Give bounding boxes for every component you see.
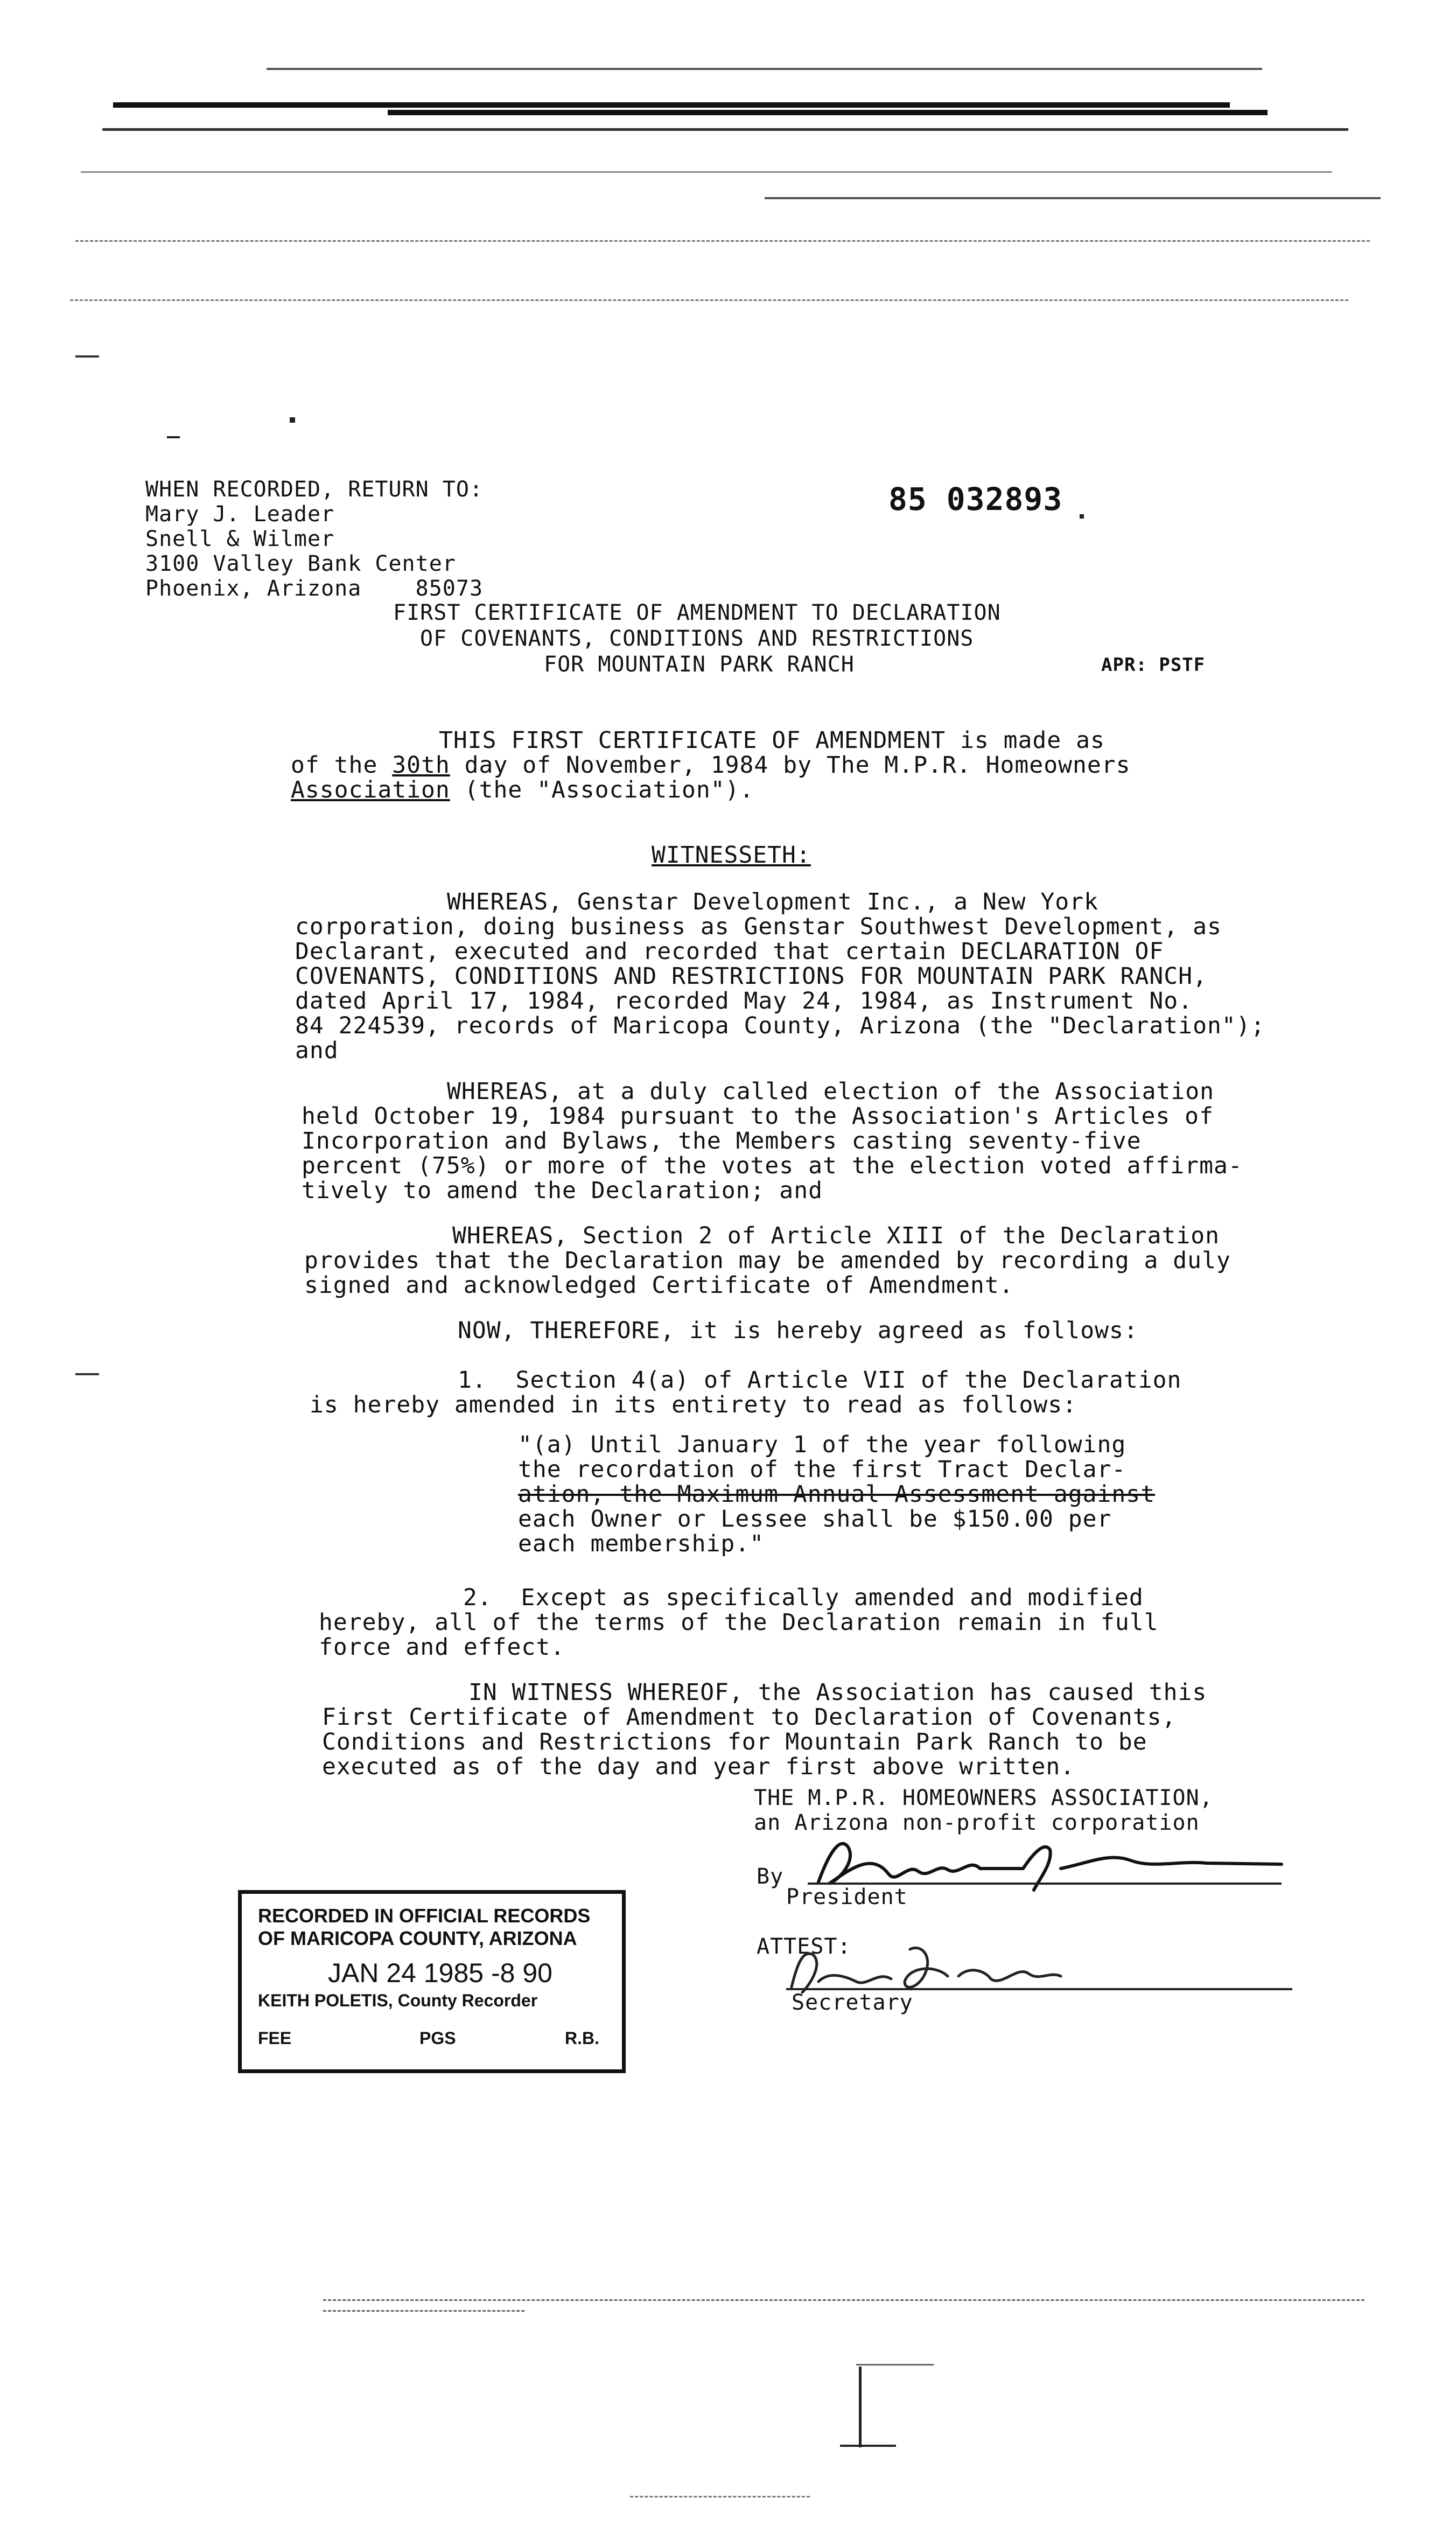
whereas-2-line: held October 19, 1984 pursuant to the Association's Articles of (302, 1103, 1214, 1130)
witnesseth-heading: WITNESSETH: (652, 842, 811, 869)
return-line-name: Mary J. Leader (145, 502, 335, 527)
attest-label: ATTEST: (757, 1934, 851, 1959)
title-line-3: FOR MOUNTAIN PARK RANCH (544, 652, 855, 677)
stamp-line-2: OF MARICOPA COUNTY, ARIZONA (258, 1927, 577, 1949)
item-2-line: force and effect. (319, 1634, 565, 1661)
stamp-date: JAN 24 1985 -8 90 (328, 1958, 552, 1988)
whereas-2-line: WHEREAS, at a duly called election of the Association (447, 1078, 1215, 1105)
stamp-pgs-label: PGS (419, 2028, 456, 2048)
quote-line: ation, the Maximum Annual Assessment against (518, 1481, 1156, 1508)
whereas-1-line: corporation, doing business as Genstar Southwest Development, as (295, 913, 1222, 940)
secretary-label: Secretary (792, 1990, 913, 2015)
scan-speck (1080, 514, 1084, 519)
intro-day: 30th (392, 752, 450, 779)
whereas-1-line: dated April 17, 1984, recorded May 24, 1984, as Instrument No. (295, 988, 1193, 1014)
intro-association: Association (291, 776, 450, 803)
intro-text-post: day of November, 1984 by The M.P.R. Homeowners (450, 752, 1131, 779)
whereas-1-line: WHEREAS, Genstar Development Inc., a New York (447, 888, 1098, 915)
intro-line-2 (291, 753, 1131, 778)
now-therefore: NOW, THEREFORE, it is hereby agreed as follows: (458, 1317, 1138, 1344)
return-line-street: 3100 Valley Bank Center (145, 551, 456, 576)
whereas-1-line: COVENANTS, CONDITIONS AND RESTRICTIONS FOR MOUNTAIN PARK RANCH, (295, 963, 1207, 990)
stamp-line-1: RECORDED IN OFFICIAL RECORDS (258, 1905, 591, 1927)
president-signature-line (808, 1883, 1282, 1885)
item-1-line: 1. Section 4(a) of Article VII of the Declaration (458, 1367, 1182, 1394)
in-witness-line: executed as of the day and year first above written. (322, 1753, 1075, 1780)
org-name: THE M.P.R. HOMEOWNERS ASSOCIATION, (754, 1786, 1213, 1810)
intro-line-1: THIS FIRST CERTIFICATE OF AMENDMENT is made as (439, 727, 1105, 754)
whereas-1-line: Declarant, executed and recorded that certain DECLARATION OF (295, 938, 1164, 965)
by-label: By (757, 1864, 784, 1889)
quote-line: each Owner or Lessee shall be $150.00 per (518, 1506, 1112, 1533)
scan-speck (167, 436, 180, 438)
in-witness-line: Conditions and Restrictions for Mountain Park Ranch to be (322, 1729, 1147, 1755)
in-witness-line: IN WITNESS WHEREOF, the Association has caused this (468, 1679, 1207, 1706)
scan-speck (290, 417, 295, 423)
quote-line: "(a) Until January 1 of the year following (518, 1431, 1126, 1458)
stamp-rb-label: R.B. (565, 2028, 599, 2048)
item-2-line: 2. Except as specifically amended and modified (463, 1584, 1144, 1611)
in-witness-line: First Certificate of Amendment to Declaration of Covenants, (322, 1704, 1177, 1731)
return-heading: WHEN RECORDED, RETURN TO: (145, 477, 484, 502)
return-line-city: Phoenix, Arizona 85073 (145, 576, 484, 601)
stamp-recorder: KEITH POLETIS, County Recorder (258, 1991, 538, 2010)
org-description: an Arizona non-profit corporation (754, 1810, 1200, 1835)
intro-line-3 (291, 778, 754, 802)
recorder-stamp (238, 1890, 626, 2073)
instrument-number: 85 032893 (888, 481, 1063, 517)
intro-association-note: (the "Association"). (450, 776, 754, 803)
stamp-fee-label: FEE (258, 2028, 292, 2048)
quote-line: the recordation of the first Tract Declar- (518, 1456, 1126, 1483)
whereas-1-line: 84 224539, records of Maricopa County, Arizona (the "Declaration"); (295, 1012, 1265, 1039)
whereas-3-line: WHEREAS, Section 2 of Article XIII of the Declaration (452, 1222, 1220, 1249)
whereas-3-line: signed and acknowledged Certificate of Amendment. (304, 1272, 1014, 1299)
return-line-firm: Snell & Wilmer (145, 527, 335, 551)
item-1-line: is hereby amended in its entirety to read as follows: (310, 1391, 1077, 1418)
title-line-2: OF COVENANTS, CONDITIONS AND RESTRICTIONS (420, 626, 974, 651)
item-2-line: hereby, all of the terms of the Declaration remain in full (319, 1609, 1159, 1636)
quote-line: each membership." (518, 1530, 765, 1557)
whereas-2-line: Incorporation and Bylaws, the Members casting seventy-five (302, 1128, 1142, 1154)
whereas-2-line: percent (75%) or more of the votes at the election voted affirma- (302, 1152, 1243, 1179)
title-line-1: FIRST CERTIFICATE OF AMENDMENT TO DECLARATION (393, 600, 1001, 625)
whereas-1-line: and (295, 1037, 339, 1064)
whereas-3-line: provides that the Declaration may be amended by recording a duly (304, 1247, 1231, 1274)
corner-mark: APR: PSTF (1101, 654, 1206, 676)
whereas-2-line: tively to amend the Declaration; and (302, 1177, 823, 1204)
president-label: President (786, 1885, 908, 1909)
intro-text: of the (291, 752, 393, 779)
